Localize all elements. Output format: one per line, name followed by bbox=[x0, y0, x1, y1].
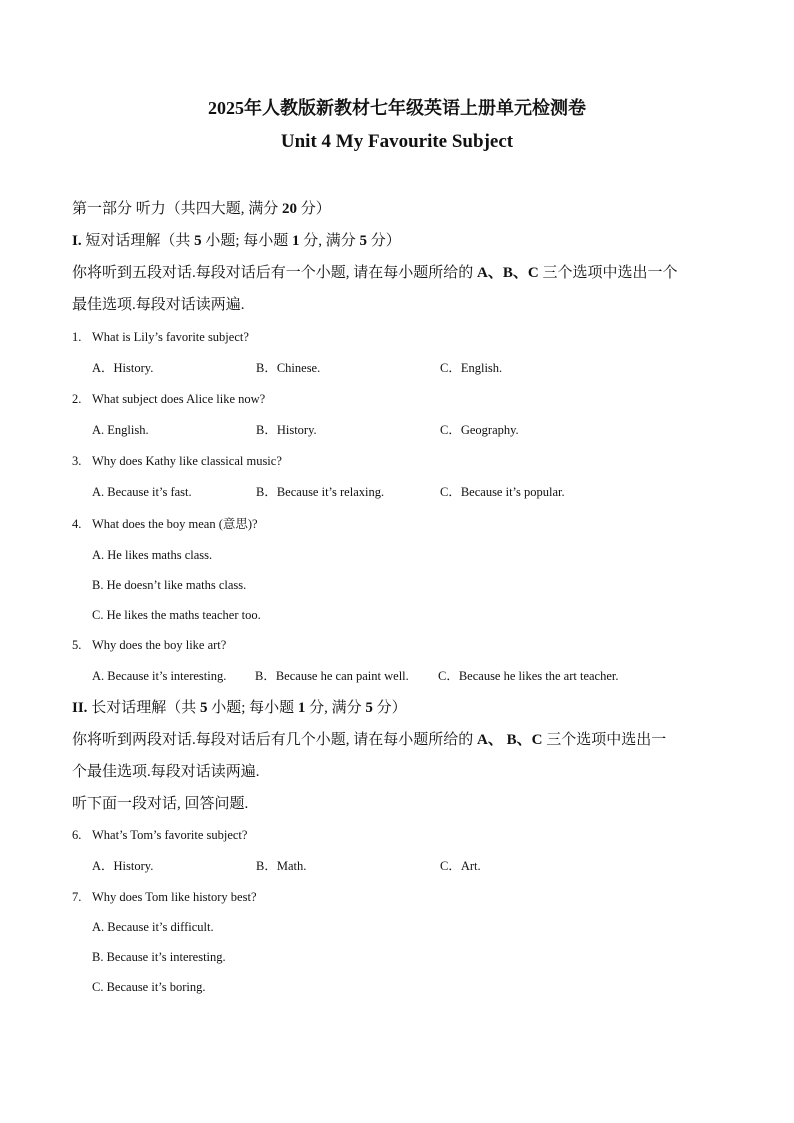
q7-option-a[interactable]: A. Because it’s difficult. bbox=[92, 920, 214, 934]
q3-option-a[interactable]: A. Because it’s fast. bbox=[92, 485, 192, 499]
q2-option-c[interactable]: C．Geography. bbox=[440, 423, 519, 437]
q6-option-b[interactable]: B．Math. bbox=[256, 859, 307, 873]
q5-option-b[interactable]: B．Because he can paint well. bbox=[255, 669, 409, 683]
question-5: 5. Why does the boy like art? bbox=[72, 638, 227, 652]
q5-option-a[interactable]: A. Because it’s interesting. bbox=[92, 669, 227, 683]
q1-option-b[interactable]: B．Chinese. bbox=[256, 361, 321, 375]
q3-option-c[interactable]: C．Because it’s popular. bbox=[440, 485, 565, 499]
q3-option-b[interactable]: B．Because it’s relaxing. bbox=[256, 485, 385, 499]
q4-option-b[interactable]: B. He doesn’t like maths class. bbox=[92, 578, 247, 592]
exam-title: 2025年人教版新教材七年级英语上册单元检测卷 bbox=[208, 98, 586, 118]
section1-heading: I. 短对话理解（共 5 小题; 每小题 1 分, 满分 5 分） bbox=[72, 233, 401, 249]
question-4: 4. What does the boy mean (意思)? bbox=[72, 517, 258, 531]
q2-option-a[interactable]: A. English. bbox=[92, 423, 149, 437]
q6-option-c[interactable]: C．Art. bbox=[440, 859, 481, 873]
question-3: 3. Why does Kathy like classical music? bbox=[72, 454, 282, 468]
q5-option-c[interactable]: C．Because he likes the art teacher. bbox=[438, 669, 619, 683]
q7-option-c[interactable]: C. Because it’s boring. bbox=[92, 980, 206, 994]
section1-instructions-line1: 你将听到五段对话.每段对话后有一个小题, 请在每小题所给的 A、B、C 三个选项中选出一个 bbox=[72, 265, 678, 281]
q6-option-a[interactable]: A．History. bbox=[92, 859, 154, 873]
part1-heading: 第一部分 听力（共四大题, 满分 20 分） bbox=[72, 201, 331, 217]
question-2: 2. What subject does Alice like now? bbox=[72, 392, 266, 406]
section2-instructions-line3: 听下面一段对话, 回答问题. bbox=[72, 796, 249, 812]
q4-option-c[interactable]: C. He likes the maths teacher too. bbox=[92, 608, 261, 622]
section2-instructions-line2: 个最佳选项.每段对话读两遍. bbox=[72, 764, 260, 780]
section2-instructions-line1: 你将听到两段对话.每段对话后有几个小题, 请在每小题所给的 A、 B、C 三个选项中选出一 bbox=[72, 732, 667, 748]
section2-heading: II. 长对话理解（共 5 小题; 每小题 1 分, 满分 5 分） bbox=[72, 700, 407, 716]
unit-title: Unit 4 My Favourite Subject bbox=[280, 131, 514, 152]
q7-option-b[interactable]: B. Because it’s interesting. bbox=[92, 950, 226, 964]
section1-instructions-line2: 最佳选项.每段对话读两遍. bbox=[72, 297, 245, 313]
question-6: 6. What’s Tom’s favorite subject? bbox=[72, 828, 248, 842]
q1-option-c[interactable]: C．English. bbox=[440, 361, 503, 375]
q4-option-a[interactable]: A. He likes maths class. bbox=[92, 548, 213, 562]
q2-option-b[interactable]: B．History. bbox=[256, 423, 317, 437]
question-1: 1. What is Lily’s favorite subject? bbox=[72, 330, 249, 344]
question-7: 7. Why does Tom like history best? bbox=[72, 890, 257, 904]
q1-option-a[interactable]: A．History. bbox=[92, 361, 154, 375]
